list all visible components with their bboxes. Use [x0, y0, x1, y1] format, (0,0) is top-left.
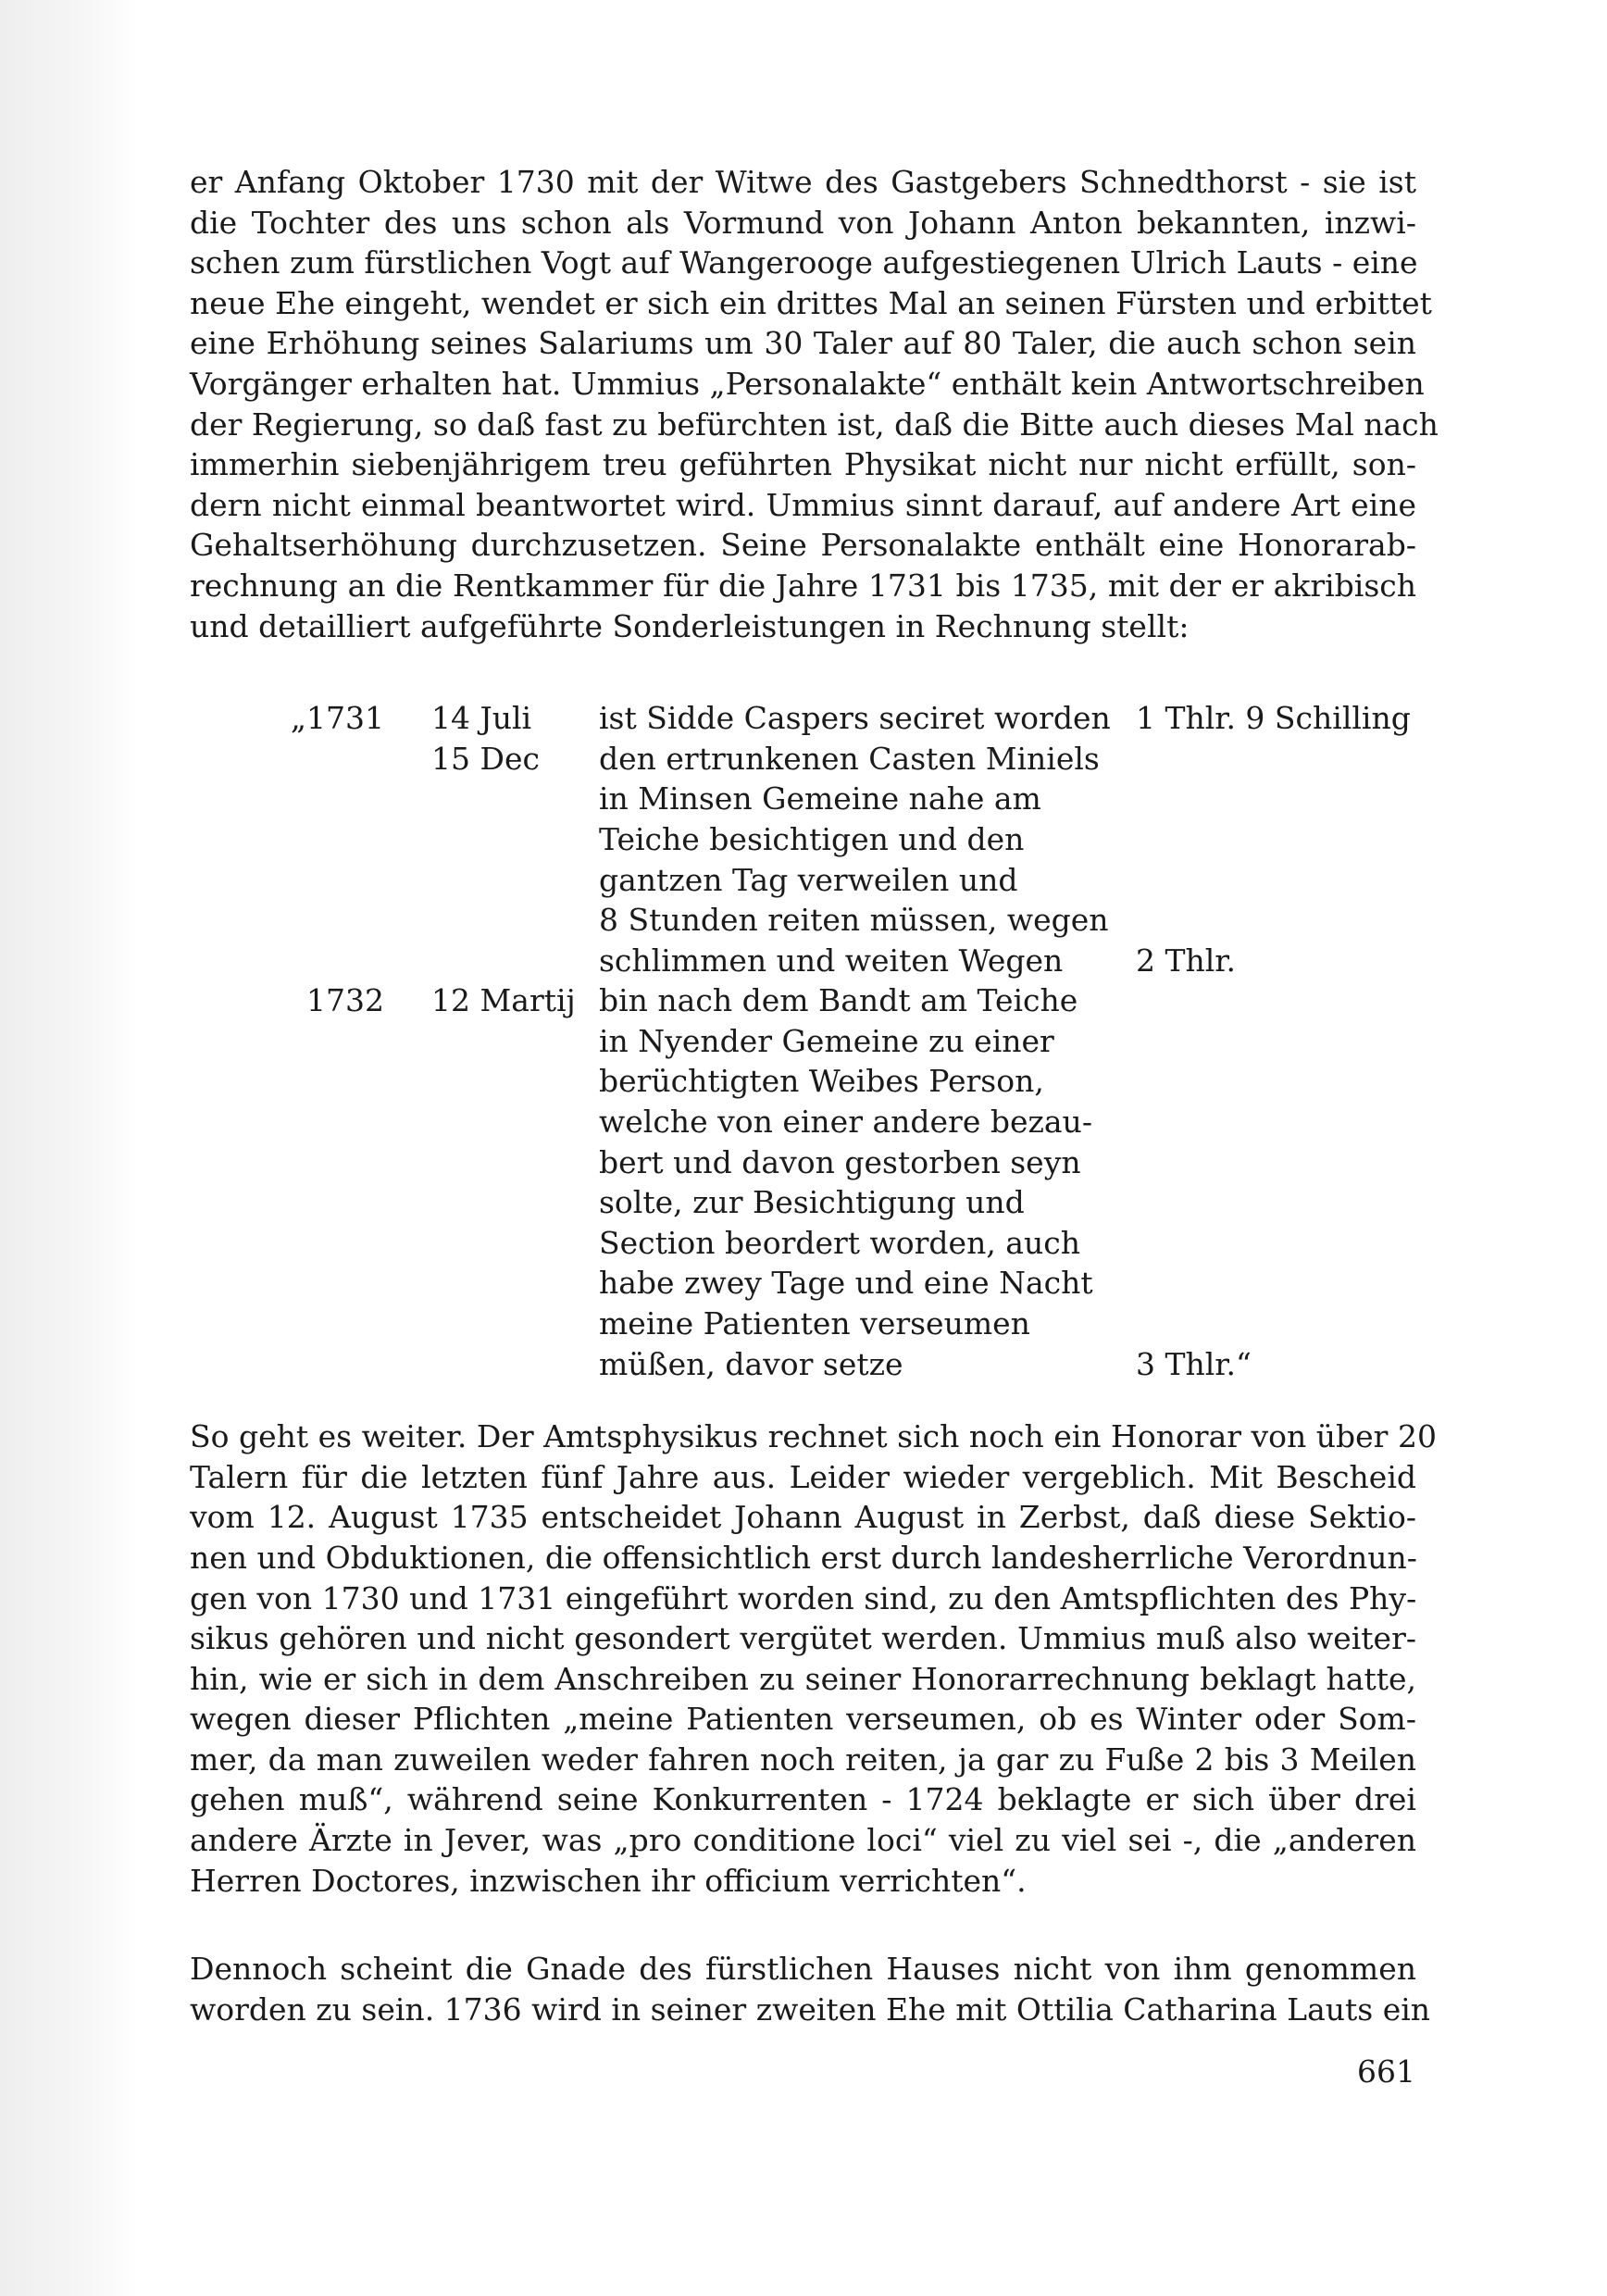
text-line: rechnung an die Rentkammer für die Jahre 1731 bis 1735, mit der er akribisch: [190, 567, 1416, 604]
ledger-description: schlimmen und weiten Wegen: [599, 942, 1064, 979]
ledger-description: gantzen Tag verweilen und: [599, 861, 1018, 898]
text-line: und detailliert aufgeführte Sonderleistungen in Rechnung stellt:: [190, 607, 1190, 644]
page-number: 661: [1357, 2053, 1415, 2090]
paragraph-2: [190, 1416, 1437, 1901]
text-line: der Regierung, so daß fast zu befürchten ist, daß die Bitte auch dieses Mal nach: [190, 406, 1439, 443]
text-line: gen von 1730 und 1731 eingeführt worden sind, zu den Amtspflichten des Phy-: [190, 1579, 1417, 1616]
text-line: dern nicht einmal beantwortet wird. Ummius sinnt darauf, auf andere Art eine: [190, 486, 1416, 523]
fee-ledger-quote: [190, 698, 1416, 1383]
ledger-description: 8 Stunden reiten müssen, wegen: [599, 902, 1109, 939]
text-line: mer, da man zuweilen weder fahren noch reiten, ja gar zu Fuße 2 bis 3 Meilen: [190, 1741, 1416, 1778]
ledger-description: habe zwey Tage und eine Nacht: [599, 1265, 1093, 1302]
text-line: worden zu sein. 1736 wird in seiner zweiten Ehe mit Ottilia Catharina Lauts ein: [190, 1990, 1431, 2028]
ledger-row: [190, 739, 1416, 780]
paragraph-3: [190, 1949, 1431, 2029]
ledger-amount: 2 Thlr.: [1136, 942, 1236, 979]
ledger-description: welche von einer andere bezau-: [599, 1104, 1092, 1141]
ledger-row: [190, 819, 1416, 860]
ledger-date: 14 Juli: [431, 700, 532, 737]
ledger-row: [190, 980, 1416, 1021]
ledger-description: den ertrunkenen Casten Miniels: [599, 740, 1100, 777]
ledger-row: [190, 1304, 1416, 1344]
ledger-amount: 1 Thlr. 9 Schilling: [1136, 700, 1411, 737]
ledger-row: [190, 900, 1416, 941]
ledger-row: [190, 1142, 1416, 1183]
ledger-row: [190, 941, 1416, 981]
ledger-row: [190, 1263, 1416, 1304]
paragraph-1: [190, 162, 1439, 646]
text-line: hin, wie er sich in dem Anschreiben zu seiner Honorarrechnung beklagt hatte,: [190, 1660, 1416, 1697]
ledger-description: in Minsen Gemeine nahe am: [599, 780, 1041, 817]
ledger-amount: 3 Thlr.“: [1136, 1345, 1252, 1382]
ledger-description: in Nyender Gemeine zu einer: [599, 1022, 1054, 1059]
ledger-description: Section beordert worden, auch: [599, 1224, 1080, 1261]
text-line: eine Erhöhung seines Salariums um 30 Taler auf 80 Taler, die auch schon sein: [190, 325, 1416, 362]
ledger-description: Teiche besichtigen und den: [599, 820, 1025, 857]
text-line: Gehaltserhöhung durchzusetzen. Seine Personalakte enthält eine Honorarab-: [190, 527, 1416, 564]
ledger-description: berüchtigten Weibes Person,: [599, 1063, 1044, 1100]
ledger-year: „1731: [290, 700, 384, 737]
text-line: vom 12. August 1735 entscheidet Johann August in Zerbst, daß diese Sektio-: [190, 1499, 1416, 1536]
ledger-year: 1732: [306, 982, 384, 1019]
ledger-date: 12 Martij: [431, 982, 576, 1019]
text-line: gehen muß“, während seine Konkurrenten - 1724 beklagte er sich über drei: [190, 1781, 1416, 1818]
ledger-row: [190, 779, 1416, 819]
ledger-row: [190, 860, 1416, 901]
ledger-description: bert und davon gestorben seyn: [599, 1143, 1081, 1180]
scan-margin-shadow: [0, 0, 139, 2296]
text-line: die Tochter des uns schon als Vormund von Johann Anton bekannten, inzwi-: [190, 204, 1416, 241]
ledger-row: [190, 1102, 1416, 1142]
text-line: andere Ärzte in Jever, was „pro conditione loci“ viel zu viel sei -, die „anderen: [190, 1822, 1416, 1859]
ledger-row: [190, 698, 1416, 739]
text-line: er Anfang Oktober 1730 mit der Witwe des Gastgebers Schnedthorst - sie ist: [190, 164, 1416, 200]
text-line: So geht es weiter. Der Amtsphysikus rechnet sich noch ein Honorar von über 20: [190, 1418, 1437, 1455]
text-line: schen zum fürstlichen Vogt auf Wangerooge aufgestiegenen Ulrich Lauts - eine: [190, 244, 1418, 281]
ledger-row: [190, 1344, 1416, 1385]
paragraph-spacer: [190, 1901, 1416, 1949]
text-line: Herren Doctores, inzwischen ihr officium verrichten“.: [190, 1862, 1027, 1899]
text-line: sikus gehören und nicht gesondert vergütet werden. Ummius muß also weiter-: [190, 1620, 1416, 1657]
text-line: Dennoch scheint die Gnade des fürstlichen Hauses nicht von ihm genommen: [190, 1951, 1416, 1988]
text-line: nen und Obduktionen, die offensichtlich erst durch landesherrliche Verordnun-: [190, 1539, 1417, 1576]
ledger-row: [190, 1223, 1416, 1264]
ledger-row: [190, 1021, 1416, 1062]
text-line: immerhin siebenjährigem treu geführten Physikat nicht nur nicht erfüllt, son-: [190, 446, 1416, 483]
ledger-description: ist Sidde Caspers seciret worden: [599, 700, 1111, 737]
text-line: neue Ehe eingeht, wendet er sich ein drittes Mal an seinen Fürsten und erbittet: [190, 284, 1432, 321]
ledger-description: meine Patienten verseumen: [599, 1305, 1030, 1342]
text-line: wegen dieser Pflichten „meine Patienten verseumen, ob es Winter oder Som-: [190, 1701, 1416, 1738]
ledger-row: [190, 1061, 1416, 1102]
ledger-description: bin nach dem Bandt am Teiche: [599, 982, 1078, 1019]
ledger-date: 15 Dec: [431, 740, 540, 777]
text-line: Talern für die letzten fünf Jahre aus. Leider wieder vergeblich. Mit Bescheid: [190, 1458, 1416, 1495]
ledger-description: solte, zur Besichtigung und: [599, 1184, 1025, 1221]
text-line: Vorgänger erhalten hat. Ummius „Personalakte“ enthält kein Antwortschreiben: [190, 365, 1425, 402]
ledger-row: [190, 1182, 1416, 1223]
page-body: [190, 162, 1439, 2029]
ledger-description: müßen, davor setze: [599, 1345, 903, 1382]
